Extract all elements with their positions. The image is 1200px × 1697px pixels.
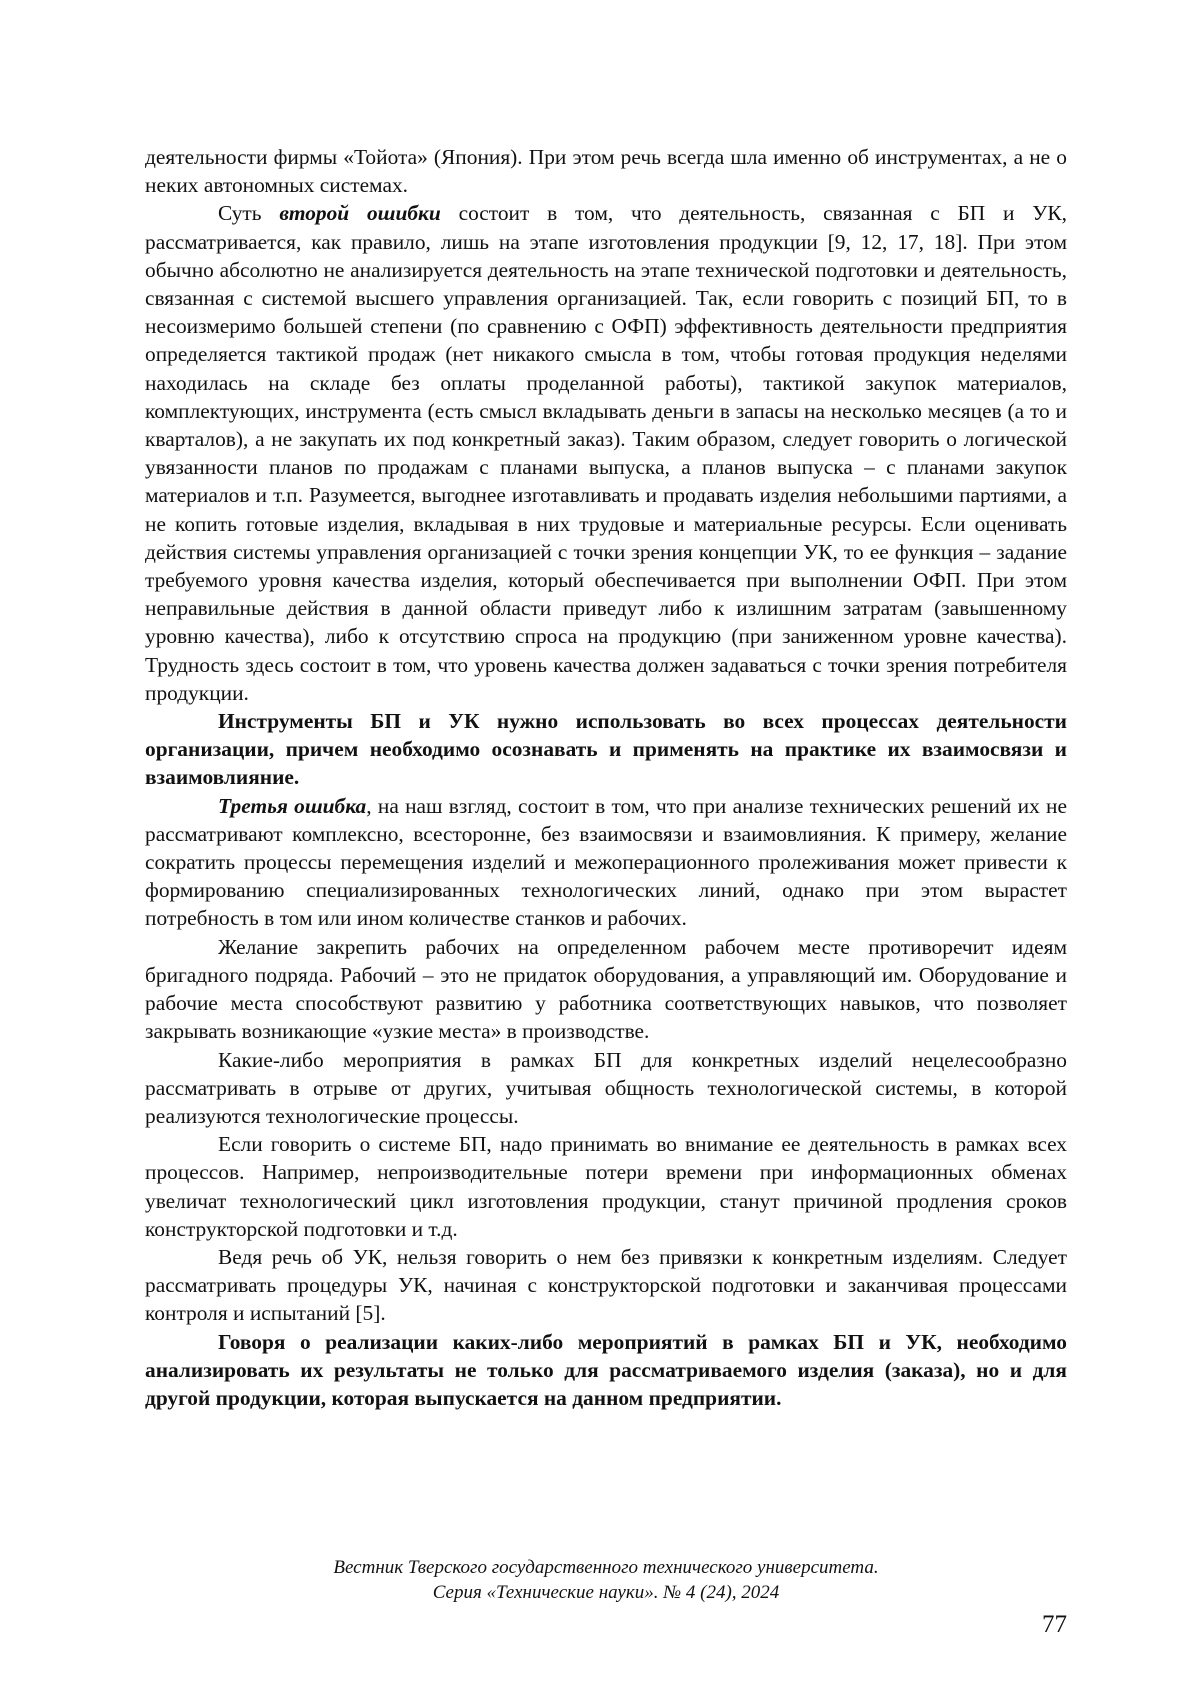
bold-conclusion-2: Говоря о реализации каких-либо мероприятий в рамках БП и УК, необходимо анализировать их результаты не только для рассматриваемого изделия (заказа), но и для другой продукции, которая выпускается на данном предприятии. bbox=[145, 1328, 1067, 1413]
paragraph-continuation: деятельности фирмы «Тойота» (Япония). При этом речь всегда шла именно об инструментах, а не о неких автономных системах. bbox=[145, 143, 1067, 199]
paragraph-second-error bbox=[145, 199, 1067, 707]
paragraph-uk: Ведя речь об УК, нельзя говорить о нем без привязки к конкретным изделиям. Следует рассматривать процедуры УК, начиная с конструкторской подготовки и заканчивая процессами контроля и испытаний [5]. bbox=[145, 1243, 1067, 1328]
paragraph-bp-system: Если говорить о системе БП, надо принимать во внимание ее деятельность в рамках всех процессов. Например, непроизводительные потери времени при информационных обменах увеличат технологический цикл изготовления продукции, станут причиной продления сроков конструкторской подготовки и т.д. bbox=[145, 1130, 1067, 1243]
article-body bbox=[145, 143, 1067, 1412]
paragraph-body-text: , на наш взгляд, состоит в том, что при анализе технических решений их не рассматривают комплексно, всесторонне, без взаимосвязи и взаимовлияния. К примеру, желание сократить процессы перемещения изделий и межоперационного пролеживания может привести к формированию специализированных технологических линий, однако при этом вырастет потребность в том или ином количестве станков и рабочих. bbox=[145, 794, 1067, 931]
emphasis-third-error: Третья ошибка bbox=[218, 794, 366, 818]
paragraph-measures: Какие-либо мероприятия в рамках БП для конкретных изделий нецелесообразно рассматривать в отрыве от других, учитывая общность технологической системы, в которой реализуются технологические процессы. bbox=[145, 1046, 1067, 1131]
journal-footer bbox=[145, 1555, 1067, 1605]
paragraph-body-text: состоит в том, что деятельность, связанная с БП и УК, рассматривается, как правило, лишь на этапе изготовления продукции [9, 12, 17, 18]. При этом обычно абсолютно не анализируется деятельность на этапе технической подготовки и деятельность, связанная с системой высшего управления организацией. Так, если говорить с позиций БП, то в несоизмеримо большей степени (по сравнению с ОФП) эффективность деятельности предприятия определяется тактикой продаж (нет никакого смысла в том, чтобы готовая продукция неделями находилась на складе без оплаты проделанной работы), тактикой закупок материалов, комплектующих, инструмента (есть смысл вкладывать деньги в запасы на несколько месяцев (а то и кварталов), а не закупать их под конкретный заказ). Таким образом, следует говорить о логической увязанности планов по продажам с планами выпуска, а планов выпуска – с планами закупок материалов и т.п. Разумеется, выгоднее изготавливать и продавать изделия небольшими партиями, а не копить готовые изделия, вкладывая в них трудовые и материальные ресурсы. Если оценивать действия системы управления организацией с точки зрения концепции УК, то ее функция – задание требуемого уровня качества изделия, который обеспечивается при выполнении ОФП. При этом неправильные действия в данной области приведут либо к излишним затратам (завышенному уровню качества), либо к отсутствию спроса на продукцию (при заниженном уровне качества). Трудность здесь состоит в том, что уровень качества должен задаваться с точки зрения потребителя продукции. bbox=[145, 201, 1067, 704]
journal-series: Серия «Технические науки». № 4 (24), 2024 bbox=[145, 1580, 1067, 1605]
paragraph-third-error bbox=[145, 792, 1067, 933]
emphasis-second-error: второй ошибки bbox=[279, 201, 441, 225]
paragraph-lead-text: Суть bbox=[218, 201, 279, 225]
page-number: 77 bbox=[1020, 1610, 1067, 1640]
journal-title: Вестник Тверского государственного технического университета. bbox=[145, 1555, 1067, 1580]
paragraph-workers: Желание закрепить рабочих на определенном рабочем месте противоречит идеям бригадного подряда. Рабочий – это не придаток оборудования, а управляющий им. Оборудование и рабочие места способствуют развитию у работника соответствующих навыков, что позволяет закрывать возникающие «узкие места» в производстве. bbox=[145, 933, 1067, 1046]
bold-conclusion-1: Инструменты БП и УК нужно использовать во всех процессах деятельности организации, причем необходимо осознавать и применять на практике их взаимосвязи и взаимовлияние. bbox=[145, 707, 1067, 792]
